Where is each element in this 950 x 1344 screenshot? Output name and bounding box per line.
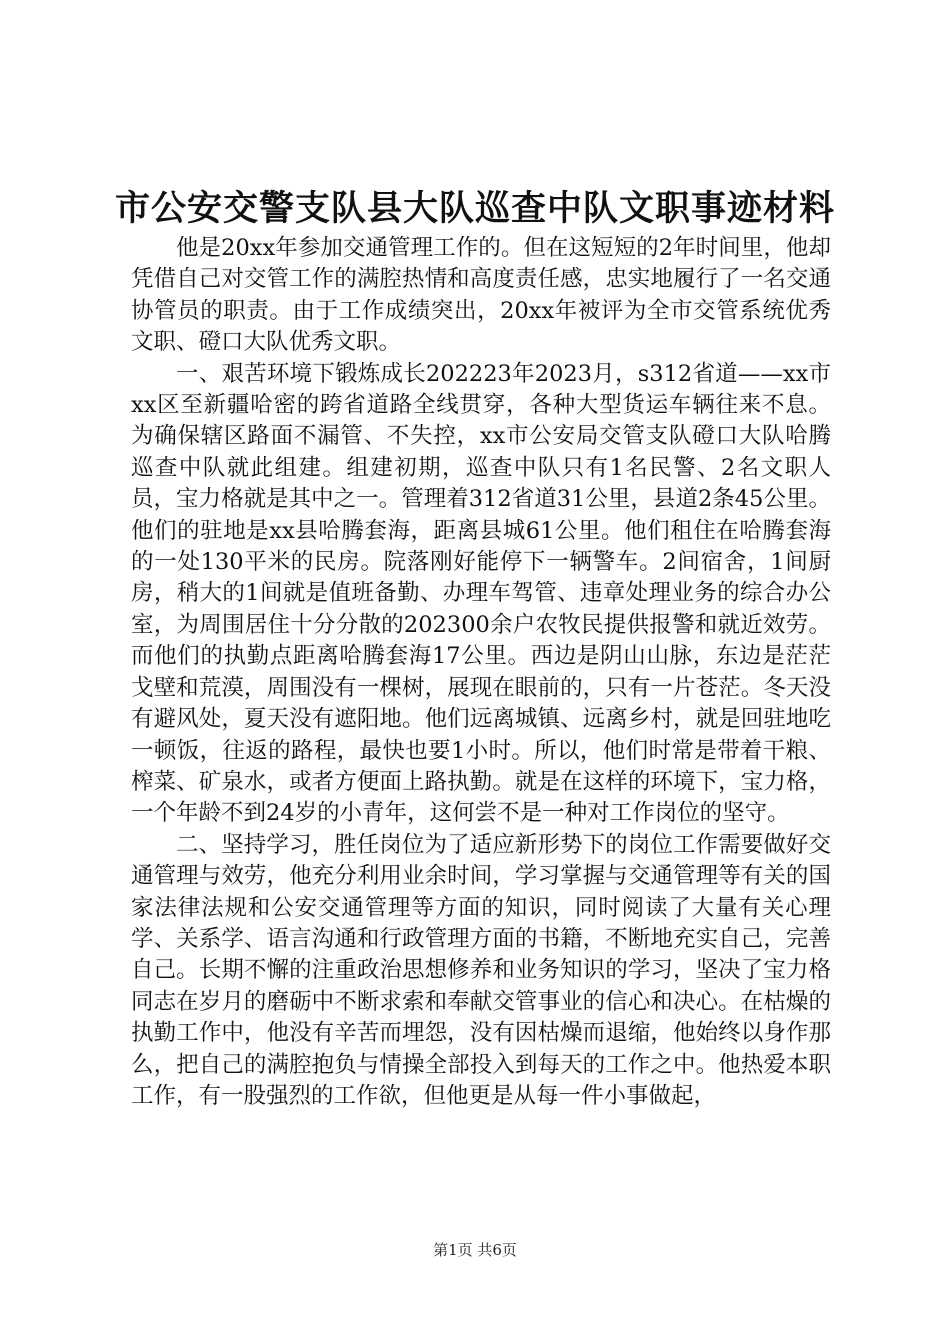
paragraph-intro: 他是20xx年参加交通管理工作的。但在这短短的2年时间里，他却凭借自己对交管工作的满腔热情和高度责任感，忠实地履行了一名交通协管员的职责。由于工作成绩突出，20xx年被评为全市交管系统优秀文职、磴口大队优秀文职。 [131,235,831,356]
document-body [131,233,831,1112]
page-number-footer: 第1页 共6页 [433,1241,517,1259]
document-title: 市公安交警支队县大队巡查中队文职事迹材料 [114,188,835,229]
paragraph-section-2: 二、坚持学习，胜任岗位为了适应新形势下的岗位工作需要做好交通管理与效劳，他充分利用业余时间，学习掌握与交通管理等有关的国家法律法规和公安交通管理等方面的知识，同时阅读了大量有关心理学、关系学、语言沟通和行政管理方面的书籍，不断地充实自己，完善自己。长期不懈的注重政治思想修养和业务知识的学习，坚决了宝力格同志在岁月的磨砺中不断求索和奉献交管事业的信心和决心。在枯燥的执勤工作中，他没有辛苦而埋怨，没有因枯燥而退缩，他始终以身作那么，把自己的满腔抱负与情操全部投入到每天的工作之中。他热爱本职工作，有一股强烈的工作欲，但他更是从每一件小事做起， [131,831,831,1109]
paragraph-section-1: 一、艰苦环境下锻炼成长202223年2023月，s312省道——xx市xx区至新疆哈密的跨省道路全线贯穿，各种大型货运车辆往来不息。为确保辖区路面不漏管、不失控，xx市公安局交管支队磴口大队哈腾巡查中队就此组建。组建初期，巡查中队只有1名民警、2名文职人员，宝力格就是其中之一。管理着312省道31公里，县道2条45公里。他们的驻地是xx县哈腾套海，距离县城61公里。他们租住在哈腾套海的一处130平米的民房。院落刚好能停下一辆警车。2间宿舍，1间厨房，稍大的1间就是值班备勤、办理车驾管、违章处理业务的综合办公室，为周围居住十分分散的202300余户农牧民提供报警和就近效劳。而他们的执勤点距离哈腾套海17公里。西边是阴山山脉，东边是茫茫戈壁和荒漠，周围没有一棵树，展现在眼前的，只有一片苍茫。冬天没有避风处，夏天没有遮阳地。他们远离城镇、远离乡村，就是回驻地吃一顿饭，往返的路程，最快也要1小时。所以，他们时常是带着干粮、榨菜、矿泉水，或者方便面上路执勤。就是在这样的环境下，宝力格，一个年龄不到24岁的小青年，这何尝不是一种对工作岗位的坚守。 [131,360,831,827]
